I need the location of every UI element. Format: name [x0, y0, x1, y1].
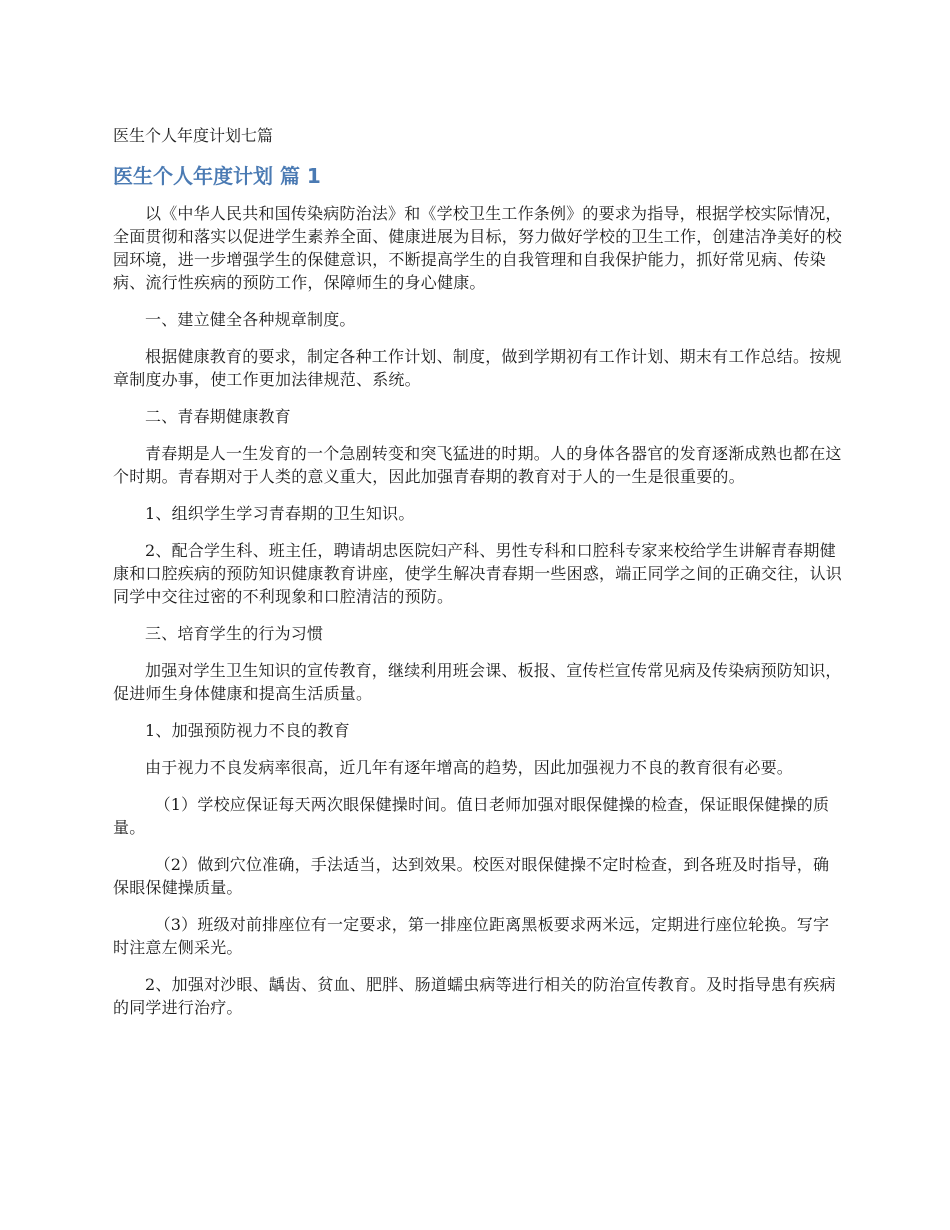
- document-page: [113, 124, 843, 1033]
- paragraph-rules: 根据健康教育的要求，制定各种工作计划、制度，做到学期初有工作计划、期末有工作总结。按规章制度办事，使工作更加法律规范、系统。: [113, 347, 842, 389]
- paragraph-vision-heading: 1、加强预防视力不良的教育: [145, 721, 350, 740]
- paragraph-vision-2: （2）做到穴位准确，手法适当，达到效果。校医对眼保健操不定时检查，到各班及时指导，确保眼保健操质量。: [113, 855, 830, 897]
- paragraph-item-diseases: 2、加强对沙眼、龋齿、贫血、肥胖、肠道蠕虫病等进行相关的防治宣传教育。及时指导患有疾病的同学进行治疗。: [113, 975, 836, 1017]
- paragraph-item-2: 2、配合学生科、班主任，聘请胡忠医院妇产科、男性专科和口腔科专家来校给学生讲解青春期健康和口腔疾病的预防知识健康教育讲座，使学生解决青春期一些困惑，端正同学之间的正确交往，认识同学中交往过密的不利现象和口腔清洁的预防。: [113, 541, 843, 606]
- paragraph-heading-1: 一、建立健全各种规章制度。: [145, 310, 356, 329]
- paragraph-item-1: 1、组织学生学习青春期的卫生知识。: [145, 504, 415, 523]
- paragraph-intro: 以《中华人民共和国传染病防治法》和《学校卫生工作条例》的要求为指导，根据学校实际情况，全面贯彻和落实以促进学生素养全面、健康进展为目标，努力做好学校的卫生工作，创建洁净美好的校园环境，进一步增强学生的保健意识，不断提高学生的自我管理和自我保护能力，抓好常见病、传染病、流行性疾病的预防工作，保障师生的身心健康。: [113, 204, 843, 292]
- paragraph-hygiene: 加强对学生卫生知识的宣传教育，继续利用班会课、板报、宣传栏宣传常见病及传染病预防知识，促进师生身体健康和提高生活质量。: [113, 661, 842, 703]
- section-heading: 医生个人年度计划 篇 1: [113, 164, 321, 188]
- paragraph-heading-2: 二、青春期健康教育: [145, 407, 291, 426]
- paragraph-heading-3: 三、培育学生的行为习惯: [145, 624, 324, 643]
- paragraph-vision-3: （3）班级对前排座位有一定要求，第一排座位距离黑板要求两米远，定期进行座位轮换。写字时注意左侧采光。: [113, 915, 830, 957]
- document-title: 医生个人年度计划七篇: [113, 126, 274, 145]
- paragraph-adolescence: 青春期是人一生发育的一个急剧转变和突飞猛进的时期。人的身体各器官的发育逐渐成熟也都在这个时期。青春期对于人类的意义重大，因此加强青春期的教育对于人的一生是很重要的。: [113, 444, 842, 486]
- paragraph-vision: 由于视力不良发病率很高，近几年有逐年增高的趋势，因此加强视力不良的教育很有必要。: [145, 758, 794, 777]
- paragraph-vision-1: （1）学校应保证每天两次眼保健操时间。值日老师加强对眼保健操的检查，保证眼保健操的质量。: [113, 795, 830, 837]
